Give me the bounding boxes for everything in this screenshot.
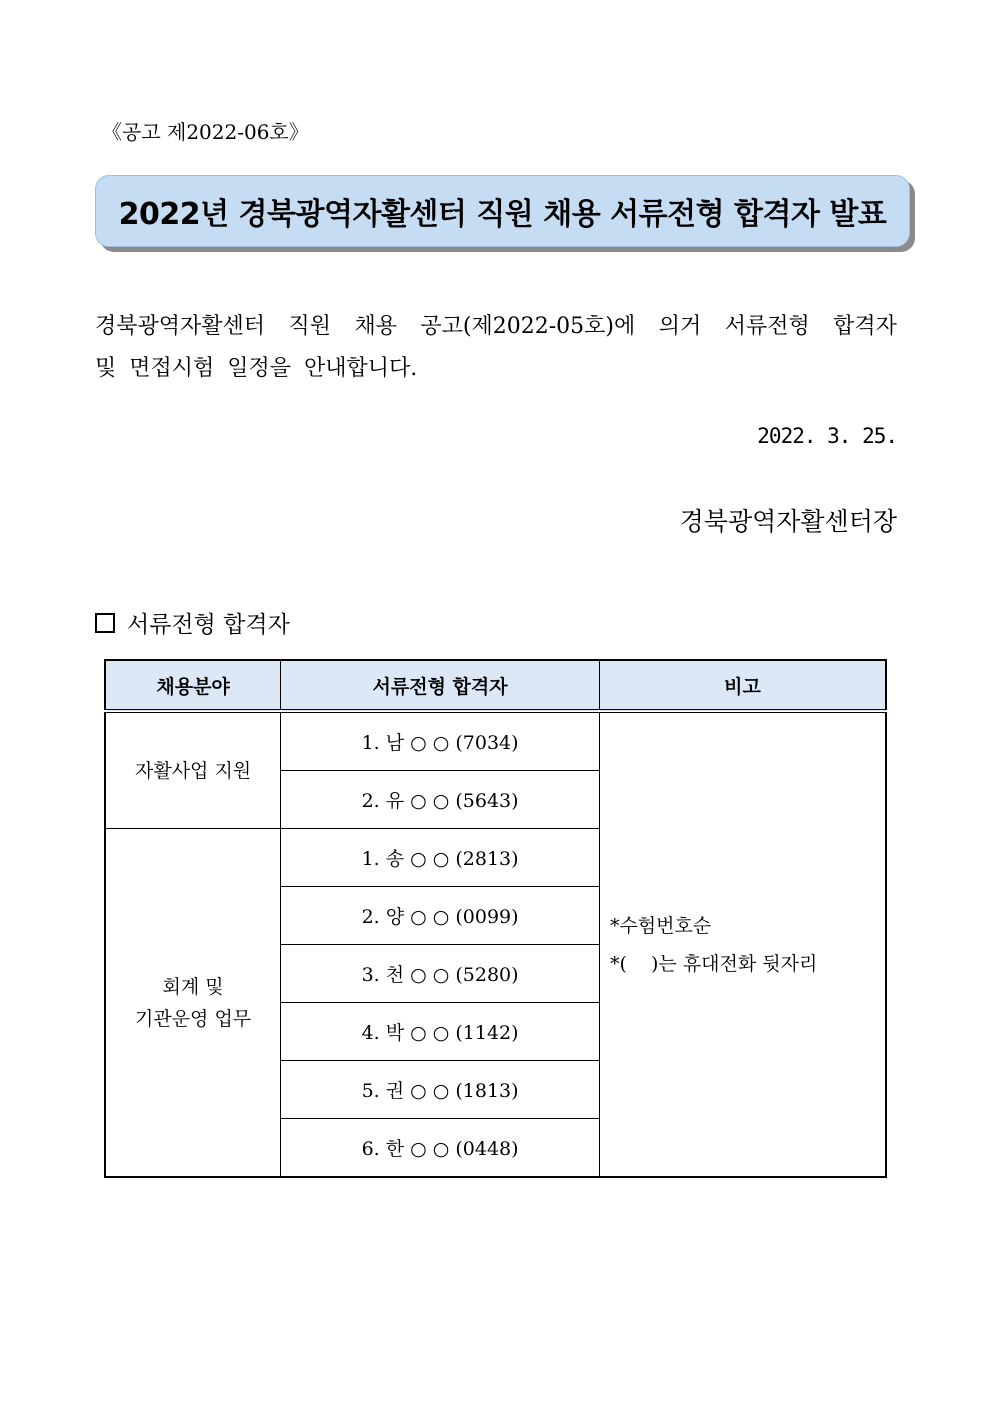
candidate-cell: 2. 유 ○ ○ (5643) bbox=[281, 771, 600, 829]
intro-word: 합격자 bbox=[833, 314, 897, 339]
remark-line: *수험번호순 bbox=[609, 914, 712, 937]
candidate-cell: 4. 박 ○ ○ (1142) bbox=[281, 1003, 600, 1061]
intro-word: 서류전형 bbox=[724, 314, 810, 339]
category-label: 자활사업 지원 bbox=[135, 759, 252, 782]
intro-word: 채용 bbox=[354, 314, 397, 339]
category-cell bbox=[105, 711, 281, 829]
remark-line: *( )는 휴대전화 뒷자리 bbox=[609, 952, 818, 975]
candidate-cell: 1. 송 ○ ○ (2813) bbox=[281, 829, 600, 887]
candidate-cell: 6. 한 ○ ○ (0448) bbox=[281, 1119, 600, 1178]
page-title: 2022년 경북광역자활센터 직원 채용 서류전형 합격자 발표 bbox=[118, 197, 887, 232]
notice-date: 2022. 3. 25. bbox=[757, 424, 897, 448]
intro-line-1 bbox=[95, 306, 897, 348]
header-field: 채용분야 bbox=[105, 660, 281, 711]
results-table bbox=[104, 659, 887, 1178]
section-heading-text: 서류전형 합격자 bbox=[127, 612, 290, 638]
intro-word: 공고(제2022-05호)에 bbox=[420, 314, 636, 339]
table-header-row bbox=[105, 660, 886, 711]
candidate-cell: 2. 양 ○ ○ (0099) bbox=[281, 887, 600, 945]
intro-word: 경북광역자활센터 bbox=[95, 314, 266, 339]
header-remarks: 비고 bbox=[599, 660, 886, 711]
intro-word: 의거 bbox=[658, 314, 702, 339]
title-banner bbox=[95, 175, 910, 247]
remarks-cell bbox=[599, 711, 886, 1177]
candidate-cell: 3. 천 ○ ○ (5280) bbox=[281, 945, 600, 1003]
section-heading bbox=[95, 606, 290, 639]
candidate-cell: 1. 남 ○ ○ (7034) bbox=[281, 711, 600, 771]
intro-word: 직원 bbox=[288, 314, 331, 339]
intro-paragraph bbox=[95, 306, 897, 390]
square-bullet-icon bbox=[95, 613, 115, 633]
notice-number: 《공고 제2022-06호》 bbox=[102, 120, 309, 144]
category-cell bbox=[105, 829, 281, 1178]
table-row bbox=[105, 711, 886, 771]
category-label: 회계 및 bbox=[162, 975, 224, 998]
header-candidates: 서류전형 합격자 bbox=[281, 660, 600, 711]
intro-line-2: 및 면접시험 일정을 안내합니다. bbox=[95, 356, 418, 381]
category-label: 기관운영 업무 bbox=[135, 1007, 252, 1030]
signer: 경북광역자활센터장 bbox=[679, 507, 897, 536]
candidate-cell: 5. 권 ○ ○ (1813) bbox=[281, 1061, 600, 1119]
